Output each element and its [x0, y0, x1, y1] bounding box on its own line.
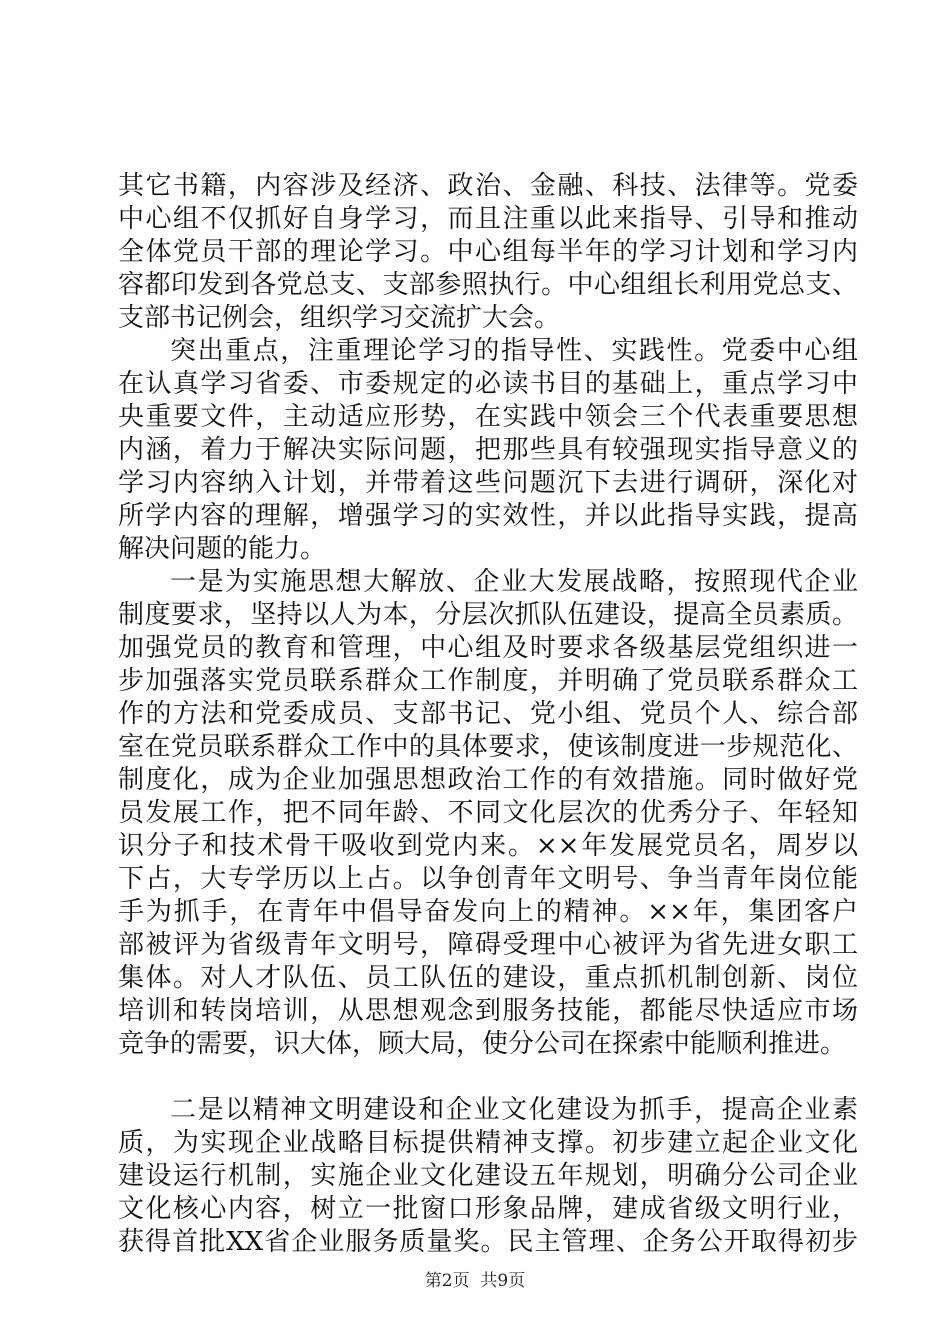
text-line: 部被评为省级青年文明号，障碍受理中心被评为省先进女职工	[118, 930, 858, 960]
text-line: 获得首批XX省企业服务质量奖。民主管理、企务公开取得初步	[118, 1227, 858, 1257]
text-line: 全体党员干部的理论学习。中心组每半年的学习计划和学习内	[118, 237, 858, 267]
text-line: 容都印发到各党总支、支部参照执行。中心组组长利用党总支、	[118, 270, 858, 300]
text-line: 所学内容的理解，增强学习的实效性，并以此指导实践，提高	[118, 501, 858, 531]
page-total: 共9页	[480, 1271, 526, 1291]
text-line: 其它书籍，内容涉及经济、政治、金融、科技、法律等。党委	[118, 171, 858, 201]
text-line: 中心组不仅抓好自身学习，而且注重以此来指导、引导和推动	[118, 204, 858, 234]
text-line: 央重要文件，主动适应形势，在实践中领会三个代表重要思想	[118, 402, 858, 432]
text-line: 解决问题的能力。	[118, 534, 327, 564]
text-line: 内涵，着力于解决实际问题，把那些具有较强现实指导意义的	[118, 435, 858, 465]
text-line: 手为抓手，在青年中倡导奋发向上的精神。××年，集团客户	[118, 897, 858, 927]
text-line: 加强党员的教育和管理，中心组及时要求各级基层党组织进一	[118, 633, 858, 663]
text-line: 集体。对人才队伍、员工队伍的建设，重点抓机制创新、岗位	[118, 963, 858, 993]
text-line: 文化核心内容，树立一批窗口形象品牌，建成省级文明行业，	[118, 1194, 858, 1224]
text-line: 识分子和技术骨干吸收到党内来。××年发展党员名，周岁以	[118, 831, 858, 861]
text-line: 员发展工作，把不同年龄、不同文化层次的优秀分子、年轻知	[118, 798, 858, 828]
text-line: 学习内容纳入计划，并带着这些问题沉下去进行调研，深化对	[118, 468, 858, 498]
text-line: 制度化，成为企业加强思想政治工作的有效措施。同时做好党	[118, 765, 858, 795]
text-line: 作的方法和党委成员、支部书记、党小组、党员个人、综合部	[118, 699, 858, 729]
text-line: 步加强落实党员联系群众工作制度，并明确了党员联系群众工	[118, 666, 858, 696]
document-body	[118, 170, 858, 1259]
text-line: 一是为实施思想大解放、企业大发展战略，按照现代企业	[170, 567, 858, 597]
footer-gap	[470, 1271, 481, 1291]
text-line: 建设运行机制，实施企业文化建设五年规划，明确分公司企业	[118, 1161, 858, 1191]
text-line: 支部书记例会，组织学习交流扩大会。	[118, 303, 561, 333]
text-line: 二是以精神文明建设和企业文化建设为抓手，提高企业素	[170, 1095, 858, 1125]
paragraph-spacer	[118, 1061, 858, 1094]
text-line: 室在党员联系群众工作中的具体要求，使该制度进一步规范化、	[118, 732, 858, 762]
text-line: 在认真学习省委、市委规定的必读书目的基础上，重点学习中	[118, 369, 858, 399]
text-line: 突出重点，注重理论学习的指导性、实践性。党委中心组	[170, 336, 858, 366]
text-line: 制度要求，坚持以人为本，分层次抓队伍建设，提高全员素质。	[118, 600, 858, 630]
text-line: 下占，大专学历以上占。以争创青年文明号、争当青年岗位能	[118, 864, 858, 894]
page-footer	[0, 1270, 950, 1292]
page-number: 第2页	[424, 1271, 470, 1291]
text-line: 质，为实现企业战略目标提供精神支撑。初步建立起企业文化	[118, 1128, 858, 1158]
text-line: 竞争的需要，识大体，顾大局，使分公司在探索中能顺利推进。	[118, 1029, 847, 1059]
text-line: 培训和转岗培训，从思想观念到服务技能，都能尽快适应市场	[118, 996, 858, 1026]
